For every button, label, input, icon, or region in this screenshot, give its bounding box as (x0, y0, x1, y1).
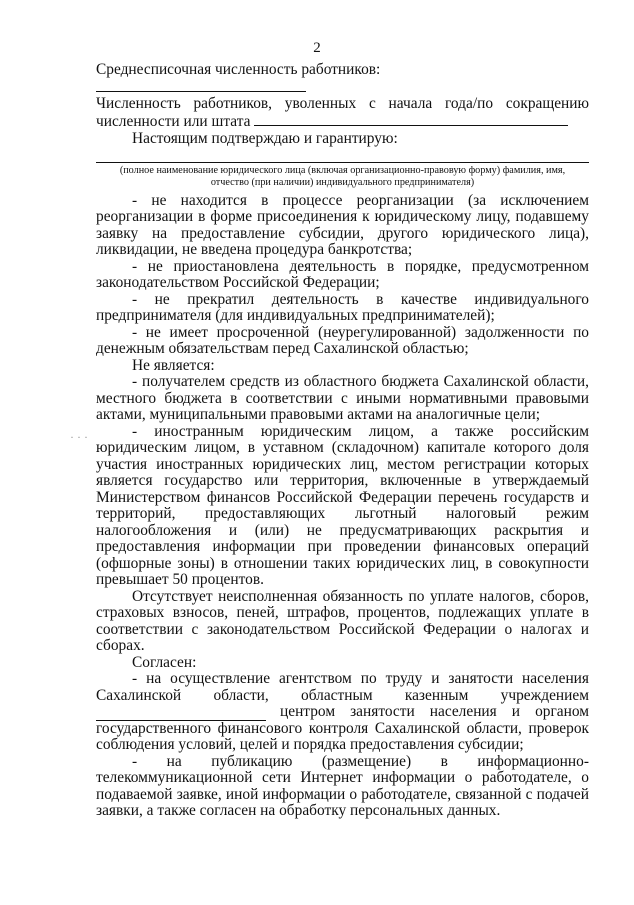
average-headcount-line (96, 62, 589, 96)
item-suspended: - не приостановлена деятельность в порядке, предусмотренном законодательством Российской Федерации; (96, 257, 589, 291)
publication-word-2: на (166, 752, 182, 770)
agree-institution-blank[interactable] (96, 708, 266, 721)
caption-line-1: (полное наименование юридического лица (включая организационно-правовую форму) фамилия, имя, (119, 164, 566, 176)
dismissed-label: численности или штата (96, 112, 251, 130)
agree-word-5: учреждением (500, 686, 589, 704)
average-headcount-blank[interactable] (96, 79, 306, 92)
agree-word-1: Сахалинской (96, 686, 182, 704)
dismissed-line-2 (96, 113, 589, 131)
page-number: 2 (313, 40, 321, 56)
item-reorganization: - не находится в процессе реорганизации (за исключением реорганизации в форме присоединения к юридическому лицу, подавшему заявку на предоставление субсидии, другого юридического лица), ликвидации, не введена процедура банкротства; (96, 191, 589, 258)
not-is-heading: Не является: (132, 356, 215, 374)
agree-check-line-3 (96, 704, 589, 721)
average-headcount-label: Среднесписочная численность работников: (96, 61, 381, 78)
item-debt: - не имеет просроченной (неурегулированной) задолженности по денежным обязательствам перед Сахалинской областью; (96, 323, 589, 357)
agree-check-line-2 (96, 688, 589, 705)
agree-employment-center: центром занятости населения и органом (280, 703, 589, 720)
dismissed-blank[interactable] (254, 113, 568, 126)
publication-word-5: в (440, 752, 448, 770)
item-foreign: - иностранным юридическим лицом, а также российским юридическим лицом, в уставном (складочном) капитале которого доля участия иностранных юридических лиц, местом регистрации которых является государство или территория, включенные в утверждаемый Министерством финансов Российской Федерации перечень государств и территорий, предоставляющих льготный налоговый режим налогообложения и (или) не предусматривающих раскрытия и предоставления информации при проведении финансовых операций (офшорные зоны) в отношении таких юридических лиц, в совокупности превышает 50 процентов. (96, 422, 589, 588)
item-no-tax: Отсутствует неисполненная обязанность по уплате налогов, сборов, страховых взносов, пеней, штрафов, процентов, подлежащих уплате в соответствии с законодательством Российской Федерации о налогах и сборах. (96, 587, 589, 654)
agree-word-2: области, (213, 686, 269, 704)
publication-word-6: информационно- (477, 752, 589, 770)
dismissed-line-1: Численность работников, уволенных с начала года/по сокращению (96, 95, 589, 112)
item-ceased: - не прекратил деятельность в качестве индивидуального предпринимателя (для индивидуальных предпринимателей); (96, 290, 589, 324)
entity-name-blank[interactable] (96, 152, 589, 163)
publication-word-3: публикацию (211, 752, 293, 770)
agree-heading: Согласен: (132, 653, 197, 671)
publication-line-1 (96, 754, 589, 771)
agree-word-4: казенным (404, 686, 469, 704)
publication-word-4: (размещение) (321, 752, 412, 770)
agree-check-line-4: государственного финансового контроля Сахалинской области, проверок соблюдения условий, целей и порядка предоставления субсидии; (96, 719, 589, 753)
caption-line-2: отчество (при наличии) индивидуального предпринимателя) (210, 176, 475, 188)
publication-word-1: - (132, 752, 138, 770)
entity-name-caption (96, 165, 589, 189)
scan-margin-dots: · · · (70, 430, 88, 444)
agree-check-line-1: - на осуществление агентством по труду и занятости населения (132, 670, 589, 687)
document-body (96, 62, 589, 820)
item-recipient: - получателем средств из областного бюджета Сахалинской области, местного бюджета в соответствии с иными нормативными правовыми актами, муниципальными правовыми актами на аналогичные цели; (96, 373, 589, 423)
confirm-text: Настоящим подтверждаю и гарантирую: (132, 130, 398, 147)
agree-word-3: областным (301, 686, 373, 704)
publication-rest: телекоммуникационной сети Интернет информации о работодателе, о подаваемой заявке, иной информации о работодателе, связанной с подачей заявки, а также согласен на обработку персональных данных. (96, 769, 589, 819)
